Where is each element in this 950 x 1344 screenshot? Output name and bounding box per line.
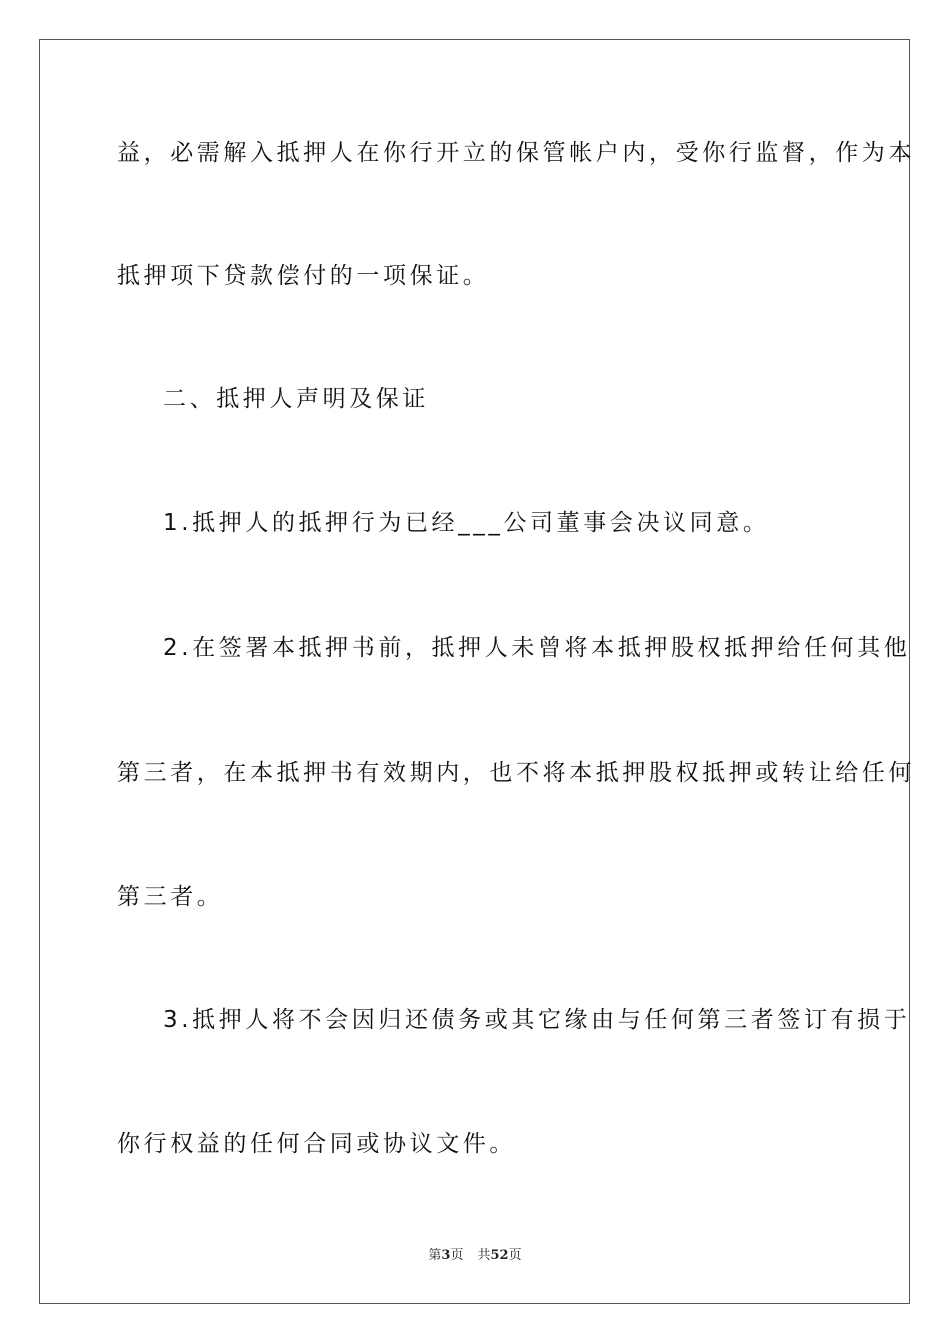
footer-page-prefix: 第 [428,1248,442,1263]
footer-total-prefix: 共 [477,1248,491,1263]
body-line: 益，必需解入抵押人在你行开立的保管帐户内，受你行监督，作为本 [117,140,915,166]
body-line: 第三者。 [117,884,224,910]
footer-total-suffix: 页 [508,1248,522,1263]
section-heading: 二、抵押人声明及保证 [163,386,429,412]
footer-total-pages: 52 [490,1248,509,1263]
clause-1: 1.抵押人的抵押行为已经___公司董事会决议同意。 [163,510,770,536]
body-line: 抵押项下贷款偿付的一项保证。 [117,263,490,289]
clause-2: 2.在签署本抵押书前，抵押人未曾将本抵押股权抵押给任何其他 [163,635,911,661]
body-line: 第三者，在本抵押书有效期内，也不将本抵押股权抵押或转让给任何 [117,760,915,786]
page-footer [0,1248,950,1264]
body-line: 你行权益的任何合同或协议文件。 [117,1131,516,1157]
clause-3: 3.抵押人将不会因归还债务或其它缘由与任何第三者签订有损于 [163,1007,911,1033]
footer-page-number: 3 [441,1248,451,1263]
footer-page-suffix: 页 [450,1248,464,1263]
page-border [39,39,915,1304]
